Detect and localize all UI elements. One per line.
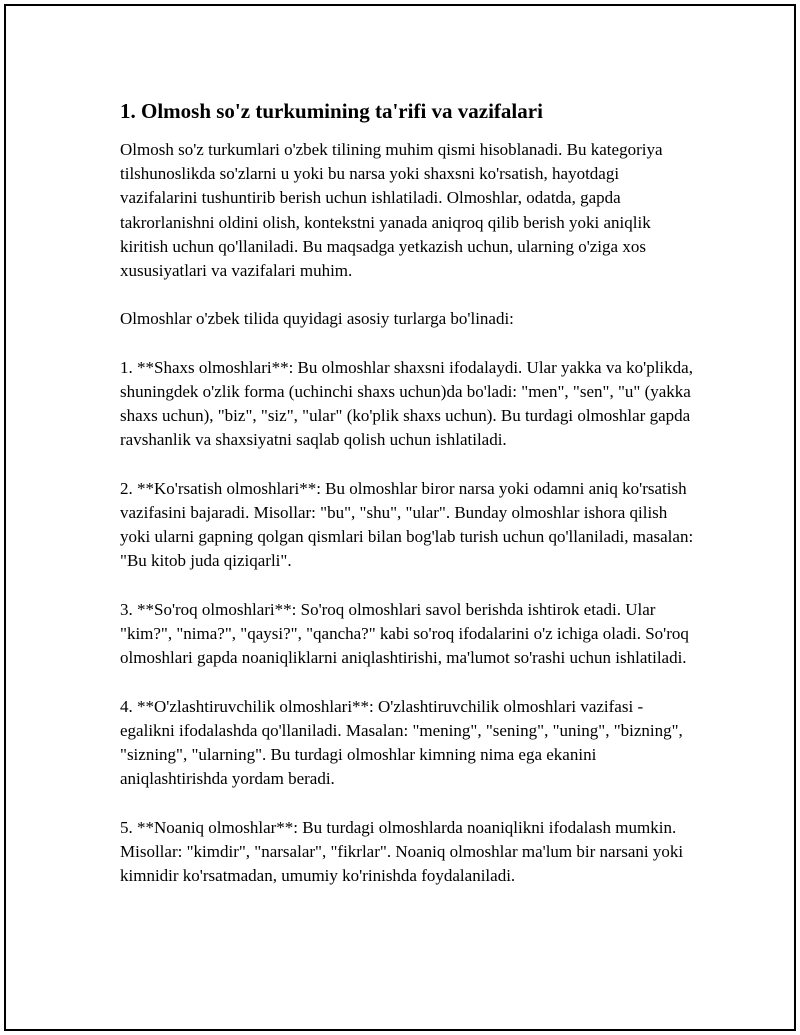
document-body <box>120 98 700 888</box>
intro-paragraph: Olmosh so'z turkumlari o'zbek tilining muhim qismi hisoblanadi. Bu kategoriya tilshunoslikda so'zlarni u yoki bu narsa yoki shaxsni ko'rsatish, hayotdagi vazifalarini tushuntirib berish uchun ishlatiladi. Olmoshlar, odatda, gapda takrorlanishni oldini olish, kontekstni yanada aniqroq qilib berish yoki aniqlik kiritish uchun qo'llaniladi. Bu maqsadga yetkazish uchun, ularning o'ziga xos xususiyatlari va vazifalari muhim. <box>120 140 663 281</box>
types-intro-paragraph: Olmoshlar o'zbek tilida quyidagi asosiy turlarga bo'linadi: <box>120 309 514 329</box>
interrogative-pronouns-paragraph: 3. **So'roq olmoshlari**: So'roq olmoshlari savol berishda ishtirok etadi. Ular "kim?", "nima?", "qaysi?", "qancha?" kabi so'roq ifodalarini o'z ichiga oladi. So'roq olmoshlari gapda noaniqliklarni aniqlashtirishi, ma'lumot so'rashi uchun ishlatiladi. <box>120 599 689 668</box>
indefinite-pronouns-paragraph: 5. **Noaniq olmoshlar**: Bu turdagi olmoshlarda noaniqlikni ifodalash mumkin. Misollar: "kimdir", "narsalar", "fikrlar". Noaniq olmoshlar ma'lum bir narsani yoki kimnidir ko'rsatmadan, umumiy ko'rinishda foydalaniladi. <box>120 817 684 885</box>
possessive-pronouns-paragraph: 4. **O'zlashtiruvchilik olmoshlari**: O'zlashtiruvchilik olmoshlari vazifasi - egalikni ifodalashda qo'llaniladi. Masalan: "mening", "sening", "uning", "bizning", "sizning", "ularning". Bu turdagi olmoshlar kimning nima ega ekanini aniqlashtirishda yordam beradi. <box>120 696 683 789</box>
page-frame <box>4 4 796 1031</box>
section-heading: 1. Olmosh so'z turkumining ta'rifi va vazifalari <box>120 99 543 123</box>
personal-pronouns-paragraph: 1. **Shaxs olmoshlari**: Bu olmoshlar shaxsni ifodalaydi. Ular yakka va ko'plikda, shuningdek o'zlik forma (uchinchi shaxs uchun)da bo'ladi: "men", "sen", "u" (yakka shaxs uchun), "biz", "siz", "ular" (ko'plik shaxs uchun). Bu turdagi olmoshlar gapda ravshanlik va shaxsiyatni saqlab qolish uchun ishlatiladi. <box>120 357 693 450</box>
demonstrative-pronouns-paragraph: 2. **Ko'rsatish olmoshlari**: Bu olmoshlar biror narsa yoki odamni aniq ko'rsatish vazifasini bajaradi. Misollar: "bu", "shu", "ular". Bunday olmoshlar ishora qilish yoki ularni gapning qolgan qismlari bilan bog'lab turish uchun qo'llaniladi, masalan: "Bu kitob juda qiziqarli". <box>120 478 694 571</box>
